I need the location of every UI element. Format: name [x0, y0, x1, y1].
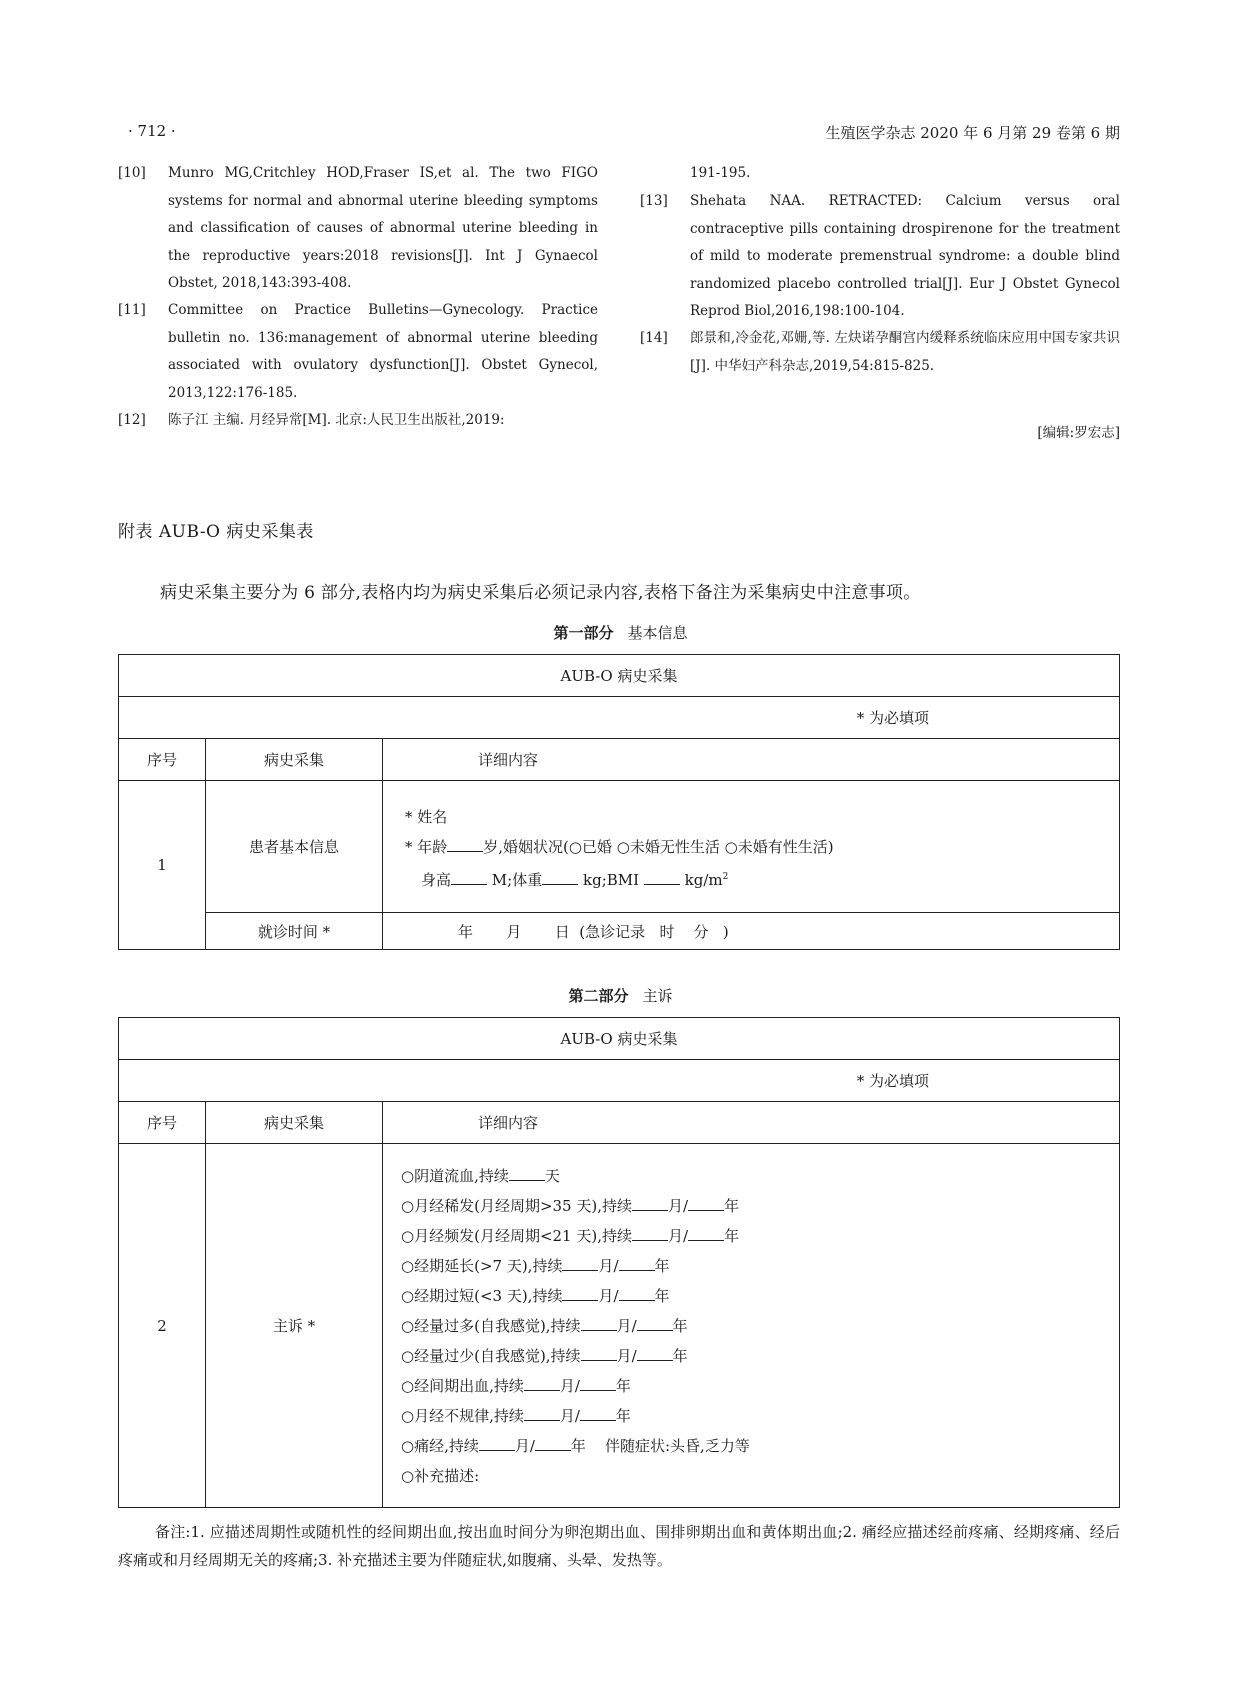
appendix-title: 附表 AUB-O 病史采集表	[118, 522, 314, 542]
row-label: 患者基本信息	[206, 781, 383, 913]
journal-header: 生殖医学杂志 2020 年 6 月第 29 卷第 6 期	[825, 124, 1120, 142]
option-item: ○痛经,持续 月/ 年 伴随症状:头昏,乏力等	[401, 1436, 750, 1455]
part1-name: 基本信息	[627, 624, 688, 642]
reference-text: Committee on Practice Bulletins—Gynecology. Practice bulletin no. 136:management of abnormal uterine bleeding associated with ovulatory dysfunction[J]. Obstet Gynecol, 2013,122:176-185.	[168, 302, 598, 401]
option-item: ○经间期出血,持续 月/ 年	[401, 1376, 631, 1395]
reference-item	[118, 407, 598, 435]
table-title: AUB-O 病史采集	[119, 655, 1120, 697]
reference-number: [11]	[118, 302, 146, 318]
required-note: * 为必填项	[119, 697, 1120, 739]
col-header-detail: 详细内容	[383, 739, 1120, 781]
option-item: ○补充描述:	[401, 1466, 480, 1485]
reference-item	[640, 160, 1120, 188]
reference-item	[640, 325, 1120, 381]
part2-name: 主诉	[642, 987, 673, 1005]
reference-item	[118, 297, 598, 407]
visit-time-field: 年 月 日 (急诊记录 时 分 )	[383, 913, 1120, 950]
part2-label: 第二部分	[568, 987, 629, 1005]
reference-number: [10]	[118, 165, 146, 181]
option-item: ○经期过短(<3 天),持续 月/ 年	[401, 1286, 670, 1305]
height-weight-bmi-field: 身高 M;体重 kg;BMI $kg/m^2$	[421, 870, 729, 889]
option-item: ○经量过少(自我感觉),持续 月/ 年	[401, 1346, 688, 1365]
reference-number: [13]	[640, 193, 668, 209]
option-item: ○经期延长(>7 天),持续 月/ 年	[401, 1256, 670, 1275]
col-header-item: 病史采集	[206, 739, 383, 781]
option-item: ○月经稀发(月经周期>35 天),持续 月/ 年	[401, 1196, 740, 1215]
reference-item	[640, 188, 1120, 325]
col-header-detail: 详细内容	[383, 1102, 1120, 1144]
part1-title	[0, 622, 1241, 643]
age-marital-field: * 年龄 岁,婚姻状况(○已婚 ○未婚无性生活 ○未婚有性生活)	[405, 837, 834, 856]
part2-table	[118, 1017, 1120, 1508]
part1-table	[118, 654, 1120, 950]
col-header-no: 序号	[119, 739, 206, 781]
reference-text: 陈子江 主编. 月经异常[M]. 北京:人民卫生出版社,2019:	[168, 412, 505, 428]
col-header-no: 序号	[119, 1102, 206, 1144]
complaint-options	[383, 1144, 1120, 1508]
page-number: · 712 ·	[128, 122, 176, 140]
row-number: 1	[119, 781, 206, 950]
references-left	[118, 160, 598, 435]
option-item: ○经量过多(自我感觉),持续 月/ 年	[401, 1316, 688, 1335]
reference-text: 191-195.	[690, 165, 751, 181]
basic-info-fields	[383, 781, 1120, 913]
editor-note: [编辑:罗宏志]	[1037, 425, 1120, 441]
part2-title	[0, 985, 1241, 1006]
name-field: * 姓名	[405, 807, 448, 826]
option-item: ○月经不规律,持续 月/ 年	[401, 1406, 631, 1425]
row-number: 2	[119, 1144, 206, 1508]
required-note: * 为必填项	[119, 1060, 1120, 1102]
option-item: ○月经频发(月经周期<21 天),持续 月/ 年	[401, 1226, 740, 1245]
reference-text: Shehata NAA. RETRACTED: Calcium versus oral contraceptive pills containing drospirenone for the treatment of mild to moderate premenstrual syndrome: a double blind randomized placebo controlled trial[J]. Eur J Obstet Gynecol Reprod Biol,2016,198:100-104.	[690, 193, 1120, 319]
row-label: 主诉 *	[206, 1144, 383, 1508]
col-header-item: 病史采集	[206, 1102, 383, 1144]
reference-number: [14]	[640, 330, 668, 346]
reference-number: [12]	[118, 412, 146, 428]
reference-text: Munro MG,Critchley HOD,Fraser IS,et al. The two FIGO systems for normal and abnormal uterine bleeding symptoms and classification of causes of abnormal uterine bleeding in the reproductive years:2018 revisions[J]. Int J Gynaecol Obstet, 2018,143:393-408.	[168, 165, 598, 291]
option-item: ○阴道流血,持续 天	[401, 1166, 560, 1185]
reference-item	[118, 160, 598, 297]
reference-text: 郎景和,冷金花,邓姗,等. 左炔诺孕酮宫内缓释系统临床应用中国专家共识[J]. 中华妇产科杂志,2019,54:815-825.	[690, 330, 1120, 374]
visit-time-label: 就诊时间 *	[206, 913, 383, 950]
intro-text: 病史采集主要分为 6 部分,表格内均为病史采集后必须记录内容,表格下备注为采集病史中注意事项。	[160, 583, 921, 603]
references-right	[640, 160, 1120, 381]
table-title: AUB-O 病史采集	[119, 1018, 1120, 1060]
table-notes: 备注:1. 应描述周期性或随机性的经间期出血,按出血时间分为卵泡期出血、围排卵期出血和黄体期出血;2. 痛经应描述经前疼痛、经期疼痛、经后疼痛或和月经周期无关的疼痛;3. 补充描述主要为伴随症状,如腹痛、头晕、发热等。	[118, 1523, 1120, 1569]
part1-label: 第一部分	[553, 624, 614, 642]
